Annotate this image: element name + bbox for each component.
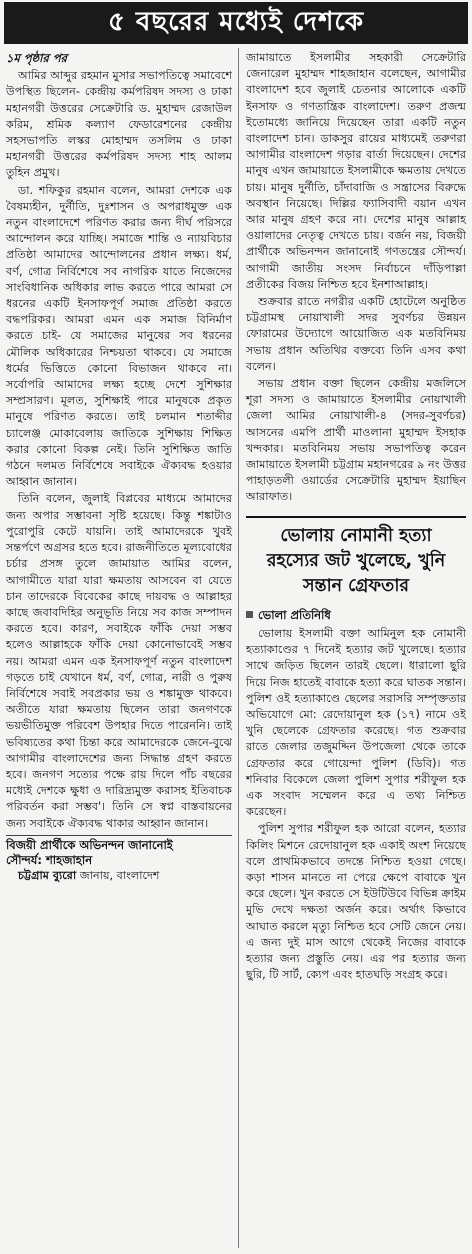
headline: [4, 2, 468, 44]
left-paragraph: তিনি বলেন, জুলাই বিপ্লবের মাধ্যমে আমাদের জন্য অপার সম্ভাবনা সৃষ্টি হয়েছে। কিন্তু শঙ্কাটাও পুরোপুরি কেটে যায়নি। তাই আমাদেরকে খুবই সন্তর্পণে অগ্রসর হতে হবে। রাজনীতিতে মূল্যবোধের চর্চার প্রসঙ্গ তুলে জামায়াত আমির বলেন, আগামীতে যারা যারা ক্ষমতায় আসবেন বা যেতে চান তাদেরকে বিবেকের কাছে দায়বদ্ধ ও আল্লাহর কাছে জবাবদিহির অনুভূতি নিয়ে সব কাজ সম্পাদন করতে হবে। কারণ, সবাইকে ফাঁকি দেয়া সম্ভব হলেও আল্লাহকে ফাঁকি দেয়া কোনোভাবেই সম্ভব নয়। আমরা এমন এক ইনসাফপূর্ণ নতুন বাংলাদেশ গড়তে চাই যেখানে ধর্ম, বর্ণ, গোত্র, নারী ও পুরুষ নির্বিশেষে সবাই সবপ্রকার ভয় ও শঙ্কামুক্ত থাকবে। অতীতে যারা ক্ষমতায় ছিলেন তারা জনগণকে ভয়ভীতিমুক্ত পরিবেশ উপহার দিতে পারেননি। তাই ভবিষ্যতের কথা চিন্তা করে আমাদেরকে জেনে-বুঝে আগামীর বাংলাদেশের জন্য সিদ্ধান্ত গ্রহণ করতে হবে। জনগণ সত্যের পক্ষে রায় দিলে পাঁচ বছরের মধ্যেই দেশকে ক্ষুধা ও দারিদ্র্যমুক্ত করাসহ ইতিবাচক পরিবর্তন করা সম্ভব'। তিনি সে স্বপ্ন বাস্তবায়নের জন্য সবাইকে ঐক্যবদ্ধ থাকার আহ্বান জানান।: [6, 492, 232, 830]
subhead-line: বিজয়ী প্রার্থীকে অভিনন্দন জানানোই: [6, 837, 173, 852]
square-bullet-icon: [246, 611, 253, 618]
story2-headline-line: সন্তান গ্রেফতার: [302, 575, 410, 596]
column-divider: [238, 48, 239, 1248]
right-column: [246, 50, 466, 984]
jump-label: ১ম পৃষ্ঠার পর: [6, 51, 67, 65]
subhead-rule: [6, 835, 232, 836]
story2-paragraph: পুলিশ সুপার শরীফুল হক আরো বলেন, হত্যার কিলিং মিশনে রেদোয়ানুল হক একাই অংশ নিয়েছে বলে প্রাথমিকভাবে তদন্তে নিশ্চিত হওয়া গেছে। কড়া শাসন মানতে না পেরে ক্ষেপে বাবাকে খুন করে ছেলে। খুন করতে সে ইউটিউবে বিভিন্ন ক্রাইম মুভি দেখে দক্ষতা অর্জন করে। অর্থাৎ কিভাবে আঘাত করলে মৃত্যু নিশ্চিত হবে সেটি জেনে নেয়। এ জন্য দুই মাস আগে থেকেই নিজের বাবাকে হত্যার জন্য প্রস্তুতি নেয়। এর পর হত্যার জন্য ছুরি, টি সার্ট, ক্যেপ এবং হাতঘড়ি সংগ্রহ করে।: [246, 822, 466, 982]
left-paragraph: আমির আব্দুর রহমান মুসার সভাপতিত্বে সমাবেশে উপস্থিত ছিলেন- কেন্দ্রীয় কর্মপরিষদ সদস্য ও ঢাকা মহানগরী উত্তরের সেক্রেটারি ড. মুহাম্মদ রেজাউল করিম, শ্রমিক কল্যাণ ফেডারেশনের কেন্দ্রীয় সহসভাপতি লস্কর মোহাম্মদ তসলিম ও ঢাকা মহানগরী উত্তরের কর্মপরিষদ সদস্য শাহ আলম তুহিন প্রমুখ।: [6, 69, 232, 180]
story2-byline: [246, 607, 466, 623]
story2-paragraph: ভোলায় ইসলামী বক্তা আমিনুল হক নোমানী হত্যাকাণ্ডের ৭ দিনেই হত্যার জট খুলেছে। হত্যার সাথে জড়িত ছিলেন তারই ছেলে। ধারালো ছুরি দিয়ে নিজ হাতেই বাবাকে হত্যা করে ঘাতক সন্তান। পুলিশ ওই হত্যাকাণ্ডে ছেলের সরাসরি সম্পৃক্ততার অভিযোগে মো: রেদোয়ানুল হক (১৭) নামে ওই খুনি ছেলেকে গ্রেফতার করেছে। গত শুক্রবার রাতে জেলার তজুমদ্দিন উপজেলা থেকে তাকে গ্রেফতার করে গোয়েন্দা পুলিশ (ডিবি)। গত শনিবার বিকেলে জেলা পুলিশ সুপার শরীফুল হক এক সংবাদ সম্মেলন করে এ তথ্য নিশ্চিত করেছেন।: [246, 626, 466, 819]
right-paragraph: শুক্রবার রাতে নগরীর একটি হোটেলে অনুষ্ঠিত চট্টগ্রামস্থ নোয়াখালী সদর সুবর্ণচর উন্নয়ন ফোরামের উদ্যোগে আয়োজিত এক মতবিনিময় সভায় প্রধান অতিথির বক্তব্যে তিনি এসব কথা বলেন।: [246, 295, 466, 373]
right-paragraph: জামায়াতে ইসলামীর সহকারী সেক্রেটারি জেনারেল মুহাম্মদ শাহজাহান বলেছেন, আগামীর বাংলাদেশ হবে জুলাই চেতনার আলোকে একটি ইনসাফ ও গণতান্ত্রিক বাংলাদেশ। তরুণ প্রজন্ম ইতোমধ্যে জানিয়ে দিয়েছেন তারা একটি নতুন বাংলাদেশ চান। ডাকসুর রায়ের মাধ্যমেই তরুণরা আগামীর বাংলাদেশ গড়ার বার্তা দিয়েছেন। দেশের মানুষ এখন জামায়াতে ইসলামীকে ক্ষমতায় দেখতে চায়। মানুষ দুর্নীতি, চাঁদাবাজি ও সন্ত্রাসের বিরুদ্ধে অবস্থান নিয়েছে। দিল্লির ফ্যাসিবাদী বয়ান এখন আর মানুষ গ্রহণ করে না। দেশের মানুষ আল্লাহ ওয়ালাদের নেতৃত্ব দেখতে চায়। বর্জন নয়, বিজয়ী প্রার্থীকে অভিনন্দন জানানোই গণতন্ত্রের সৌন্দর্য। আগামী জাতীয় সংসদ নির্বাচনে দাঁড়িপাল্লা প্রতীকের বিজয় নিশ্চিত হবে ইনশাআল্লাহ।: [246, 51, 466, 291]
subhead-line: সৌন্দর্য: শাহজাহান: [6, 852, 93, 867]
dateline: চট্টগ্রাম ব্যুরো: [18, 868, 77, 882]
story2-headline-line: রহস্যের জট খুলেছে, খুনি: [266, 550, 446, 571]
right-paragraph: সভায় প্রধান বক্তা ছিলেন কেন্দ্রীয় মজলিসে শূরা সদস্য ও জামায়াতে ইসলামীর নোয়াখালী জেলা আমির নোয়াখালী-৪ (সদর-সুবর্ণচর) আসনের এমপি প্রার্থী মাওলানা মুহাম্মদ ইসহাক খন্দকার। মতবিনিময় সভায় সভাপতিত্ব করেন জামায়াতে ইসলামী চট্টগ্রাম মহানগরের ৯ নং উত্তর পাহাড়তলী ওয়ার্ডের সেক্রেটারি মুহাম্মদ ইয়াছিন আরাফাত।: [246, 377, 466, 504]
headline-text: ৫ বছরের মধ্যেই দেশকে: [107, 7, 365, 37]
byline-text: ভোলা প্রতিনিধি: [258, 607, 331, 622]
story2-headline-line: ভোলায় নোমানী হত্যা: [280, 525, 432, 546]
story2-headline: [246, 516, 466, 599]
left-paragraph: ডা. শফিকুর রহমান বলেন, আমরা দেশকে এক বৈষম্যহীন, দুর্নীতি, দুঃশাসন ও অপরাধমুক্ত এক নতুন বাংলাদেশে পরিণত করার জন্য দীর্ঘ পরিসরে আন্দোলন করে যাচ্ছি। সমাজে শান্তি ও ন্যায়বিচার প্রতিষ্ঠা আমাদের আন্দোলনের প্রধান লক্ষ্য। ধর্ম, বর্ণ, গোত্র নির্বিশেষে সব নাগরিক যাতে নিজেদের সাংবিধানিক অধিকার লাভ করতে পারে আমরা সে ধরনের একটি ইনসাফপূর্ণ সমাজ প্রতিষ্ঠা করতে বদ্ধপরিকর। আমরা এমন এক সমাজ বিনির্মাণ করতে চাই- যে সমাজের মানুষের সব ধরনের মৌলিক অধিকারের নিশ্চয়তা থাকবে। যে সমাজে ধর্মের ভিত্তিতে কোনো বিভাজন থাকবে না। সর্বোপরি আমাদের লক্ষ্য হচ্ছে দেশে সুশিক্ষার সম্প্রসারণ। মূলত, সুশিক্ষাই পারে মানুষকে প্রকৃত মানুষে পরিণত করতে। তাই চলমান শতাব্দীর চ্যালেঞ্জ মোকাবেলায় জাতিকে সুশিক্ষায় শিক্ষিত করার কোনো বিকল্প নেই। তিনি সুশিক্ষিত জাতি গঠনে দলমত নির্বিশেষে সবাইকে ঐক্যবদ্ধ হওয়ার আহ্বান জানান।: [6, 183, 232, 489]
last-paragraph-text: জানায়, বাংলাদেশ: [79, 868, 160, 882]
left-last-paragraph: [6, 868, 232, 884]
left-column: [6, 50, 232, 885]
